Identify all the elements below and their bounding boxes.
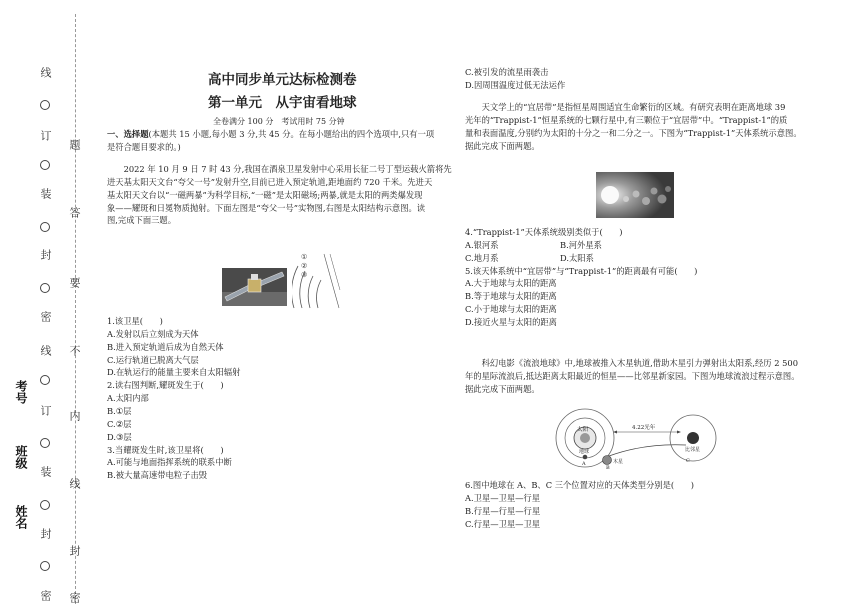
seal-char: 要 <box>68 277 81 288</box>
seal-char: 内 <box>68 410 81 421</box>
exam-title: 高中同步单元达标检测卷 <box>208 72 357 88</box>
layer-label: ① <box>301 253 308 261</box>
wandering-earth-diagram <box>555 405 720 470</box>
distance-label: 4.22光年 <box>632 425 656 431</box>
questions-4-5 <box>465 226 840 329</box>
proxima-label: 比邻星 <box>685 447 701 453</box>
passage-line: 天文学上的“宜居带”是指恒星周围适宜生命繁衍的区域。有研究表明在距离地球 39 <box>481 102 786 112</box>
binding-hole <box>40 222 50 232</box>
answer-option-row <box>465 252 840 265</box>
name-label: 姓名 <box>14 505 28 529</box>
point-c-label: C <box>686 458 690 464</box>
sun-label: 太阳 <box>577 427 589 433</box>
seal-char: 封 <box>68 545 81 556</box>
answer-option[interactable]: B.河外星系 <box>560 239 602 250</box>
satellite-photo <box>222 268 287 306</box>
fold-dashed-line <box>75 14 76 604</box>
seal-char: 线 <box>39 67 52 78</box>
passage-line: 图,完成下面三题。 <box>107 215 177 226</box>
binding-hole <box>40 100 50 110</box>
answer-option[interactable]: D.接近火星与太阳的距离 <box>465 317 557 328</box>
passage-wandering-earth <box>465 357 840 396</box>
point-a-label: A <box>582 461 586 467</box>
passage-line: 光年的“Trappist-1”恒星系统的七颗行星中,有三颗位于“宜居带”中。“Trappist-1”的质 <box>465 114 788 125</box>
seal-char: 订 <box>39 130 52 141</box>
class-label: 班级 <box>14 445 28 469</box>
seal-char: 线 <box>39 345 52 356</box>
answer-option[interactable]: C.被引发的流星雨袭击 <box>465 67 549 77</box>
answer-option[interactable]: A.可能与地面指挥系统的联系中断 <box>107 457 232 468</box>
layer-label: ③ <box>301 271 308 279</box>
passage-line: 据此完成下面两题。 <box>465 140 540 151</box>
answer-option[interactable]: B.进入预定轨道后成为自然天体 <box>107 341 224 352</box>
sun-structure-diagram <box>292 250 342 310</box>
answer-option[interactable]: D.在轨运行的能量主要来自太阳辐射 <box>107 367 241 378</box>
answer-option[interactable]: C.小于地球与太阳的距离 <box>465 304 557 315</box>
section-intro: 是符合题目要求的。) <box>107 141 181 152</box>
question-stem: 1.该卫星( ) <box>107 316 163 326</box>
binding-hole <box>40 160 50 170</box>
question-6 <box>465 479 840 530</box>
answer-option[interactable]: B.行星—行星—行星 <box>465 505 541 516</box>
section-intro: (本题共 15 小题,每小题 3 分,共 45 分。在每小题给出的四个选项中,只有一项 <box>148 129 435 139</box>
trappist-system-image <box>596 172 674 218</box>
answer-option[interactable]: B.①层 <box>107 406 132 417</box>
q3-continued <box>465 66 840 92</box>
question-stem: 4.“Trappist-1”天体系统级别类似于( ) <box>465 227 623 237</box>
passage-trappist <box>465 101 840 152</box>
earth-label: 地球 <box>579 449 590 455</box>
seal-char: 题 <box>68 139 81 150</box>
answer-option[interactable]: A.太阳内部 <box>107 393 149 404</box>
answer-option[interactable]: C.行星—卫星—卫星 <box>465 518 541 529</box>
answer-option[interactable]: A.大于地球与太阳的距离 <box>465 278 557 289</box>
layer-label: ② <box>301 262 308 270</box>
seal-char: 密 <box>68 592 81 603</box>
answer-option-row <box>465 239 840 252</box>
passage-line: 据此完成下面两题。 <box>465 383 540 394</box>
binding-hole <box>40 561 50 571</box>
binding-strip <box>0 0 95 608</box>
question-stem: 5.该天体系统中“宜居带”与“Trappist-1”的距离最有可能( ) <box>465 265 698 276</box>
seal-char: 封 <box>39 249 52 260</box>
passage-line: 2022 年 10 月 9 日 7 时 43 分,我国在酒泉卫星发射中心采用长征二号丁型运载火箭将先 <box>123 164 452 174</box>
passage-line: 科幻电影《流浪地球》中,地球被推入木星轨道,借助木星引力弹射出太阳系,经历 2 500 <box>481 358 798 368</box>
answer-option[interactable]: C.运行轨道已脱离大气层 <box>107 354 199 365</box>
jupiter-label: 木星 <box>613 459 624 465</box>
seal-char: 线 <box>68 478 81 489</box>
passage-line: 量和表面温度,分别约为太阳的十分之一和二分之一。下图为“Trappist-1”天体系统示意图。 <box>465 127 802 138</box>
answer-option[interactable]: B.等于地球与太阳的距离 <box>465 291 557 302</box>
seal-char: 密 <box>39 311 52 322</box>
answer-option[interactable]: D.太阳系 <box>560 252 594 263</box>
seal-char: 装 <box>39 188 52 199</box>
section-heading: 一、选择题 <box>107 129 149 139</box>
passage-line: 进天基太阳天文台“夸父一号”发射升空,目前已进入预定轨道,距地面约 720 千米。先进天 <box>107 176 433 187</box>
passage-line: 年的星际流浪后,抵达距离太阳最近的恒星——比邻星新家园。下图为地球流浪过程示意图。 <box>465 370 800 381</box>
answer-option[interactable]: A.银河系 <box>465 239 499 250</box>
seal-char: 订 <box>39 405 52 416</box>
seal-char: 装 <box>39 466 52 477</box>
answer-option[interactable]: B.被大量高速带电粒子击毁 <box>107 470 208 481</box>
answer-option[interactable]: A.卫星—卫星—行星 <box>465 492 541 503</box>
binding-hole <box>40 283 50 293</box>
question-stem: 2.读右图判断,耀斑发生于( ) <box>107 380 224 391</box>
passage-kuafu <box>107 163 452 227</box>
answer-option[interactable]: C.②层 <box>107 418 132 429</box>
seal-char: 密 <box>39 590 52 601</box>
passage-line: 象——耀斑和日冕物质抛射。下面左图是“夸父一号”实物图,右图是太阳结构示意图。读 <box>107 202 426 213</box>
binding-hole <box>40 375 50 385</box>
seal-char: 不 <box>68 345 81 356</box>
seal-char: 封 <box>39 528 52 539</box>
questions-1-3 <box>107 315 452 482</box>
point-b-label: B <box>606 465 610 470</box>
answer-option[interactable]: C.地月系 <box>465 252 499 263</box>
unit-title: 第一单元 从宇宙看地球 <box>208 95 357 111</box>
exam-meta: 全卷满分 100 分 考试用时 75 分钟 <box>213 117 345 126</box>
seal-char: 答 <box>68 207 81 218</box>
section1-instructions <box>107 128 452 154</box>
student-number-label: 考号 <box>14 380 28 404</box>
answer-option[interactable]: D.因周围温度过低无法运作 <box>465 79 566 90</box>
answer-option[interactable]: D.③层 <box>107 431 132 442</box>
question-stem: 3.当耀斑发生时,该卫星将( ) <box>107 444 224 455</box>
passage-line: 基太阳天文台以“一磁两暴”为科学目标,“一磁”是太阳磁场;两暴,就是太阳的两类爆发现 <box>107 189 423 200</box>
binding-hole <box>40 438 50 448</box>
answer-option[interactable]: A.发射以后立刻成为天体 <box>107 328 199 339</box>
question-stem: 6.图中地球在 A、B、C 三个位置对应的天体类型分别是( ) <box>465 480 694 490</box>
binding-hole <box>40 500 50 510</box>
